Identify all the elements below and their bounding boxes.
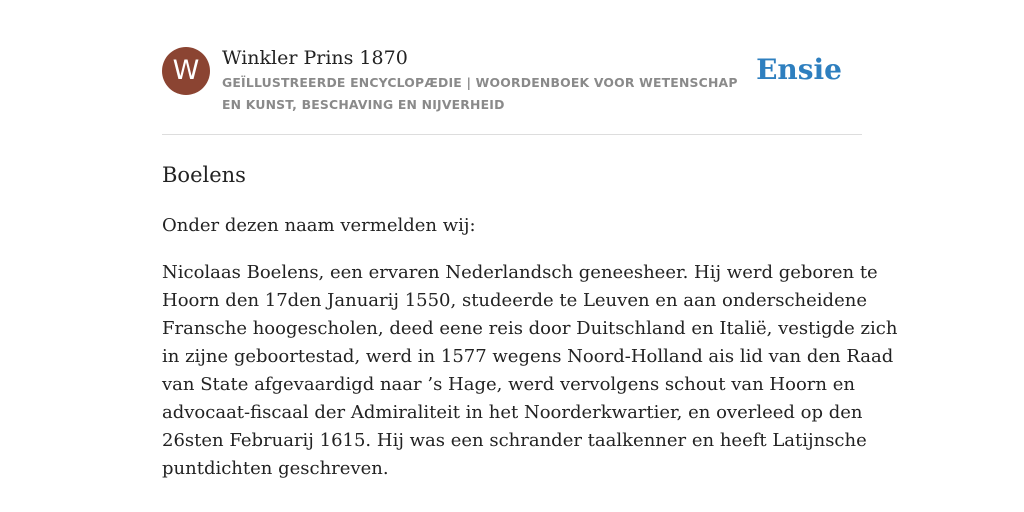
entry-title: Boelens [162,163,246,187]
entry-body-line: Hoorn den 17den Januarij 1550, studeerde te Leuven en aan onderscheidene [162,290,867,311]
source-header [162,44,862,124]
entry-body-line: in zijne geboortestad, werd in 1577 wegens Noord-Holland ais lid van den Raad [162,346,894,367]
source-subtitle: GEÏLLUSTREERDE ENCYCLOPÆDIE | WOORDENBOEK VOOR WETENSCHAP EN KUNST, BESCHAVING EN NIJVERHEID [222,75,738,112]
entry-body-line: advocaat-fiscaal der Admiraliteit in het Noorderkwartier, en overleed op den [162,402,863,423]
entry-body-line: Fransche hoogescholen, deed eene reis door Duitschland en Italië, vestigde zich [162,318,898,339]
entry-body-line: van State afgevaardigd naar ’s Hage, werd vervolgens schout van Hoorn en [162,374,855,395]
header-divider [162,134,862,135]
source-title[interactable]: Winkler Prins 1870 [222,47,408,69]
entry-body-line: Nicolaas Boelens, een ervaren Nederlandsch geneesheer. Hij werd geboren te [162,262,878,283]
ensie-logo-link[interactable]: Ensie [756,53,842,86]
source-avatar[interactable]: W [162,47,210,95]
entry-body-line: 26sten Februarij 1615. Hij was een schrander taalkenner en heeft Latijnsche [162,430,867,451]
entry-body-line: puntdichten geschreven. [162,458,389,479]
entry-body [162,259,898,483]
entry-intro: Onder dezen naam vermelden wij: [162,215,476,236]
